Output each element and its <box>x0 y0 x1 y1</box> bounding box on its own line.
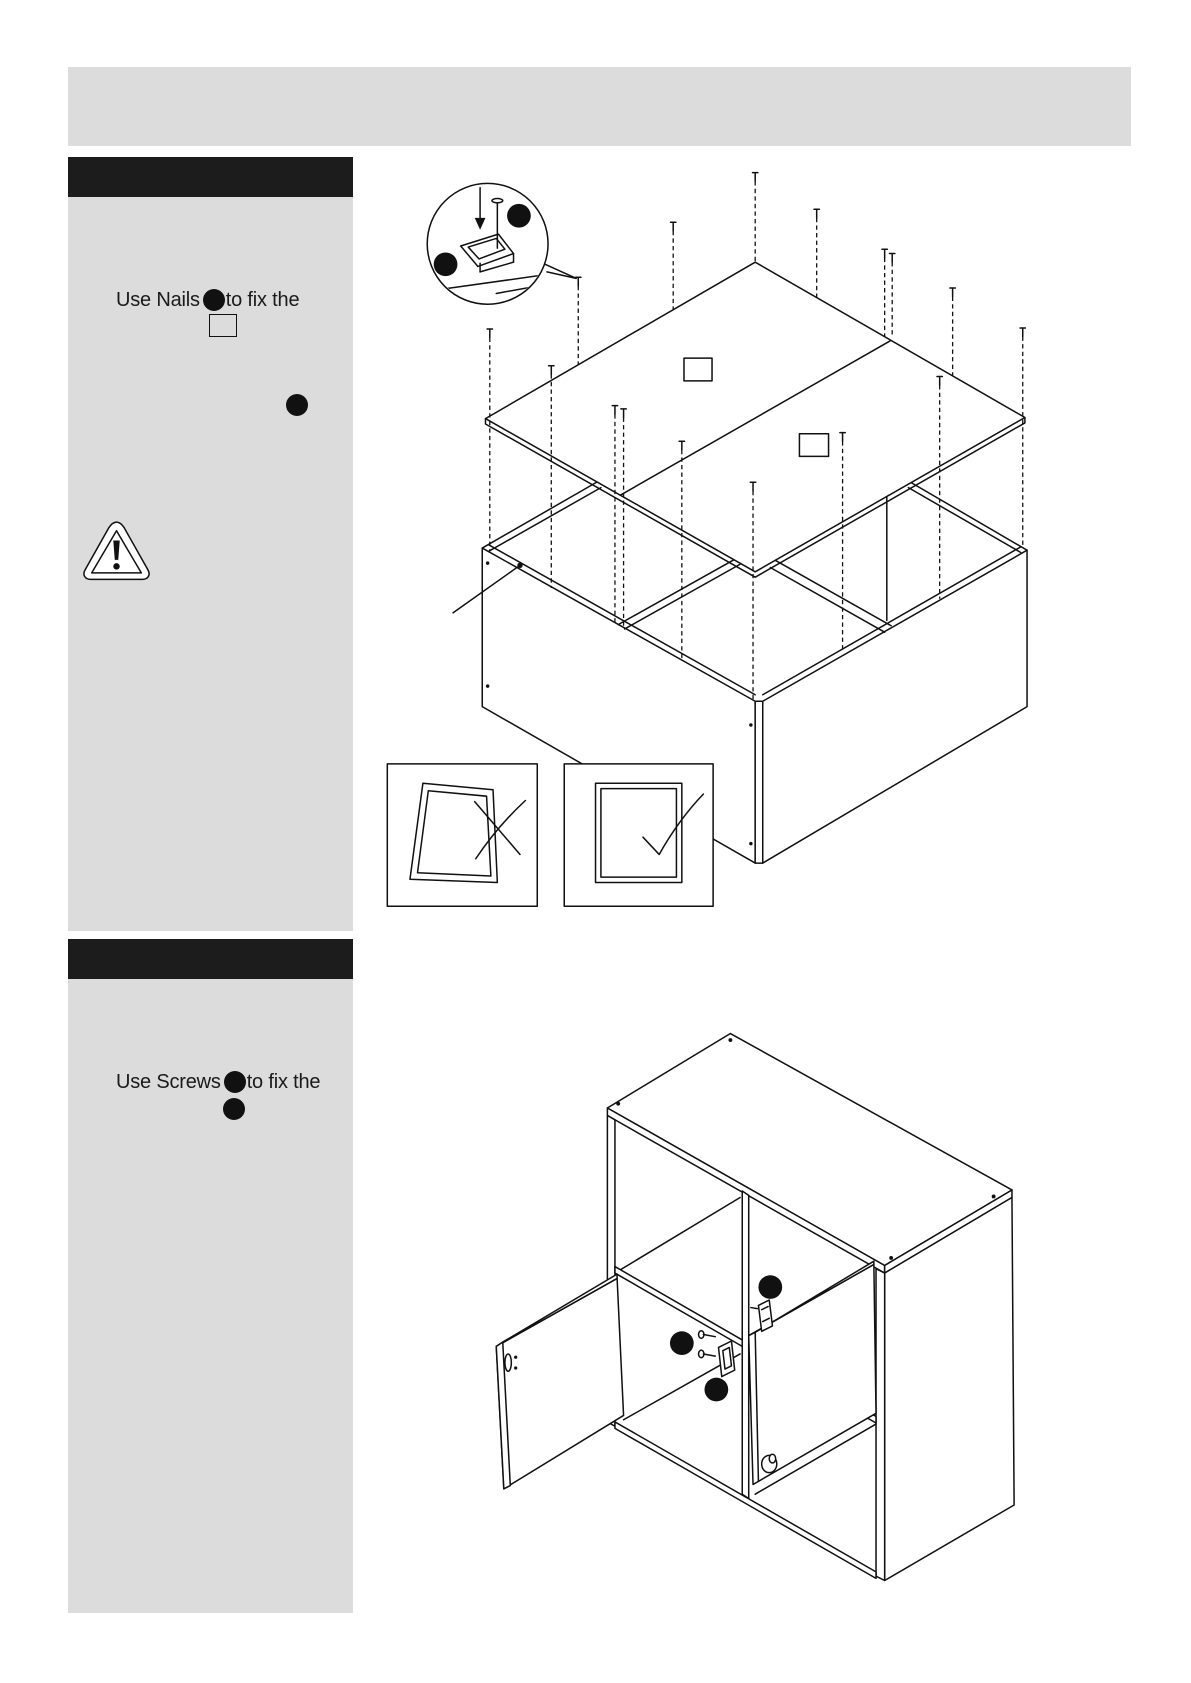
shelf-back-edge <box>615 1198 740 1274</box>
nail-icon <box>950 288 955 297</box>
left-door <box>496 1274 623 1489</box>
part-label-circle <box>758 1275 782 1299</box>
detail-magnifier <box>427 183 576 304</box>
divider-top-edge <box>618 560 733 625</box>
top-panel-surface <box>485 262 1024 572</box>
part-label-circle <box>704 1378 728 1402</box>
nail-icon <box>814 209 819 218</box>
step-2-diagram <box>496 1034 1014 1581</box>
divider-top-edge <box>775 560 892 626</box>
wrong-alignment-example <box>387 764 537 906</box>
step-1-text-before: Use Nails <box>116 288 200 311</box>
nail-icon <box>671 222 676 231</box>
screw-icon <box>699 1331 716 1339</box>
hinge <box>751 1300 773 1331</box>
nail-icon <box>487 329 492 338</box>
step-2-text-before: Use Screws <box>116 1070 221 1093</box>
carcass-right-side <box>763 550 1027 863</box>
nail-icon <box>882 249 887 258</box>
warning-icon <box>84 522 149 579</box>
top-panel <box>485 262 1024 577</box>
correct-alignment-example <box>564 764 713 906</box>
nail-icon <box>1020 328 1025 337</box>
part-label-circle <box>434 252 458 276</box>
step-1-text-after: to fix the <box>225 288 300 311</box>
step-2-text-after: to fix the <box>246 1070 321 1093</box>
nail-icon <box>549 366 554 375</box>
screw-icon <box>751 1308 757 1309</box>
center-divider-edge <box>742 1191 748 1498</box>
part-label-circle <box>670 1331 694 1355</box>
panel-label-box <box>799 434 828 457</box>
nail-icon <box>752 173 757 182</box>
step-1-diagram <box>387 173 1027 907</box>
right-side-front-edge <box>876 1269 885 1581</box>
nail-icon <box>890 254 895 263</box>
part-label-circle <box>507 204 531 228</box>
screw-icon <box>699 1350 716 1358</box>
carcass-front-edge <box>755 701 763 863</box>
hinge <box>719 1341 735 1377</box>
panel-label-box <box>684 358 712 381</box>
door-knob <box>762 1454 777 1472</box>
